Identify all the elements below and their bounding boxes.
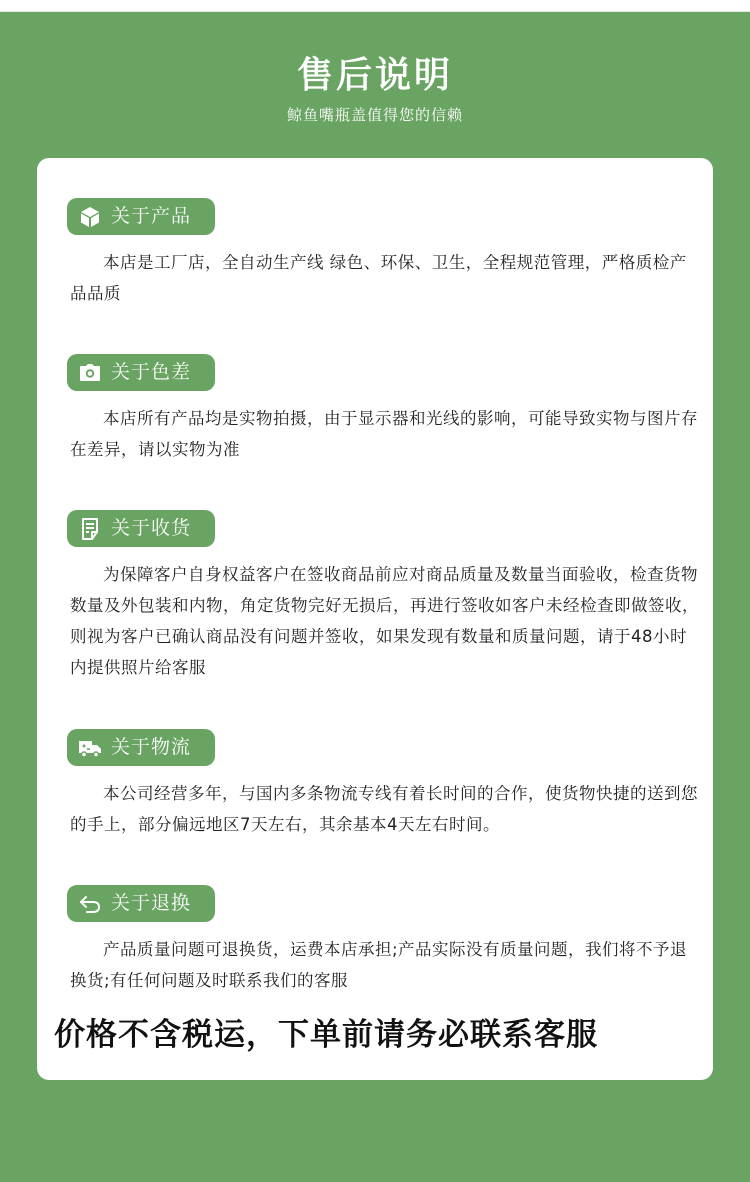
section-header-logistics [67, 729, 215, 766]
section-title: 关于产品 [111, 205, 192, 227]
info-card [37, 158, 713, 1080]
section-header-receiving [67, 510, 215, 547]
section-text: 本公司经营多年，与国内多条物流专线有着长时间的合作，使货物快捷的送到您的手上，部分偏远地区7天左右，其余基本4天左右时间。 [70, 784, 698, 834]
page-title: 售后说明 [296, 55, 453, 96]
section-title: 关于收货 [111, 517, 192, 539]
section-title: 关于退换 [111, 892, 192, 914]
camera-icon [78, 361, 102, 385]
section-header-returns [67, 885, 215, 922]
section-title: 关于物流 [111, 736, 192, 758]
box-icon [78, 205, 102, 229]
page-subtitle: 鲸鱼嘴瓶盖值得您的信赖 [286, 106, 463, 124]
return-arrow-icon [78, 892, 102, 916]
section-text: 本店所有产品均是实物拍摄，由于显示器和光线的影响，可能导致实物与图片存在差异，请以实物为准 [70, 409, 698, 459]
section-text: 为保障客户自身权益客户在签收商品前应对商品质量及数量当面验收，检查货物数量及外包装和内物，角定货物完好无损后，再进行签收如客户未经检查即做签收，则视为客户已确认商品没有问题并签收，如果发现有数量和质量问题，请于48小时内提供照片给客服 [70, 565, 699, 677]
top-strip [0, 0, 750, 12]
document-icon [78, 517, 102, 541]
price-notice: 价格不含税运，下单前请务必联系客服 [54, 1017, 598, 1053]
section-text: 本店是工厂店，全自动生产线 绿色、环保、卫生，全程规范管理，严格质检产品品质 [70, 253, 687, 303]
section-header-product [67, 198, 215, 235]
delivery-truck-icon [78, 736, 102, 760]
section-text: 产品质量问题可退换货，运费本店承担;产品实际没有质量问题，我们将不予退换货;有任何问题及时联系我们的客服 [70, 940, 688, 990]
section-title: 关于色差 [111, 361, 192, 383]
page-header [0, 52, 750, 126]
section-header-color-difference [67, 354, 215, 391]
